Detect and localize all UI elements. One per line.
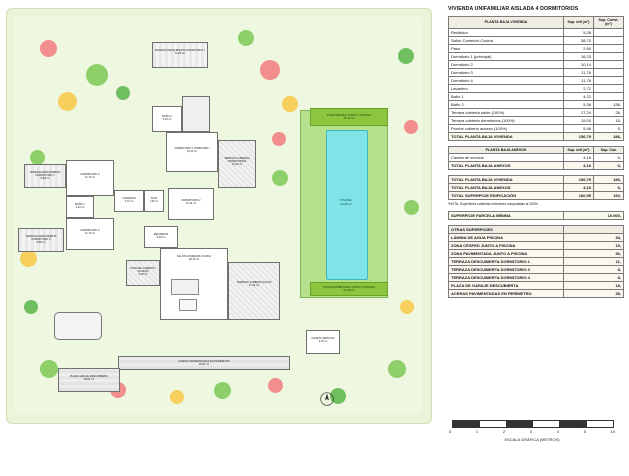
surface-note: *NOTA: Superficies cubiertas exteriores computadas al 100%. bbox=[448, 202, 539, 207]
table-row: LÁMINA DE AGUA PISCINA 34, bbox=[449, 234, 624, 242]
tree-icon bbox=[260, 60, 280, 80]
table-row: Dormitorio 4 11,76 bbox=[449, 76, 624, 84]
scale-caption: ESCALA GRÁFICA (METROS) bbox=[504, 437, 560, 442]
tree-icon bbox=[398, 48, 414, 64]
table-row: Dormitorio 2 10,14 bbox=[449, 60, 624, 68]
scale-ticks: 0 1 2 3 4 5 10 bbox=[449, 429, 615, 434]
graphic-scale bbox=[449, 420, 622, 442]
table-row: ZONA CÉSPED JUNTO A PISCINA 15, bbox=[449, 242, 624, 250]
col-sup-const: Sup. Const. (m²) bbox=[594, 17, 624, 29]
bano-2: BAÑO 2 5,36 m² bbox=[152, 106, 182, 132]
tree-icon bbox=[214, 382, 231, 399]
tree-icon bbox=[238, 30, 254, 46]
tree-icon bbox=[268, 378, 283, 393]
bano-1: BAÑO 1 4,22 m² bbox=[66, 196, 94, 218]
north-arrow-icon bbox=[320, 392, 334, 406]
tree-icon bbox=[20, 250, 37, 267]
sofa-icon bbox=[171, 279, 199, 295]
table-row: ZONA PAVIMENTADA JUNTO A PISCINA 50, bbox=[449, 250, 624, 258]
table-row: Caseta de servicio 4,16 6, bbox=[449, 154, 624, 162]
tree-icon bbox=[282, 96, 298, 112]
tree-icon bbox=[404, 200, 419, 215]
col-sup-util: Sup. útil (m²) bbox=[564, 146, 594, 153]
tree-icon bbox=[40, 40, 57, 57]
tree-icon bbox=[388, 360, 406, 378]
tree-icon bbox=[24, 300, 38, 314]
table-row: ACERAS PAVIMENTADAS EN PERÍMETRO 35, bbox=[449, 290, 624, 298]
table-row: TOTAL PLANTA BAJA ANEXOS 4,16 6, bbox=[449, 184, 624, 192]
table-row-total: TOTAL PLANTA BAJA VIVIENDA 156,79 186, bbox=[449, 132, 624, 140]
table-row: Dormitorio 3 11,76 bbox=[449, 68, 624, 76]
tree-icon bbox=[272, 170, 288, 186]
bedroom-1-fixture bbox=[182, 96, 210, 132]
table-resumen-edificacion bbox=[448, 175, 624, 200]
col-room: PLANTA BAJA VIVIENDA bbox=[449, 17, 564, 29]
table-row: Recibidor 5,28 bbox=[449, 28, 624, 36]
table-row: Lavadero 2,72 bbox=[449, 84, 624, 92]
paso: PASO 2,90 m² bbox=[144, 190, 164, 212]
col-anexos: PLANTA BAJA ANEXOS bbox=[449, 146, 564, 153]
tree-icon bbox=[58, 92, 77, 111]
terraza-descubierta-dormitorio-4: TERRAZA DESCUBIERTA DORMITORIO 4 8,68 m² bbox=[18, 228, 64, 252]
table-row: Porche cubierto acceso (100%) 5,48 5, bbox=[449, 124, 624, 132]
car-icon bbox=[54, 312, 102, 340]
sheet-title: VIVIENDA UNIFAMILIAR AISLADA 4 DORMITORIOS bbox=[448, 6, 579, 12]
terraza-cubierta-dormitorios: TERRAZA CUBIERTA DORMITORIOS 15,00 m² bbox=[218, 140, 256, 188]
table-otras-superficies bbox=[448, 225, 624, 298]
recibidor: RECIBIDOR 5,28 m² bbox=[144, 226, 178, 248]
table-row-grand-total: TOTAL SUPERFICIE EDIFICACIÓN 160,95 192, bbox=[449, 192, 624, 200]
col-sup-util: Sup. útil (m²) bbox=[564, 17, 594, 29]
surface-tables bbox=[448, 6, 624, 298]
porche-cubierto-acceso: PORCHE CUBIERTO ACCESO 5,48 m² bbox=[126, 260, 160, 286]
aceras-pavimentadas-en-perimetro: ACERAS PAVIMENTADAS EN PERÍMETRO 35,84 m² bbox=[118, 356, 290, 370]
table-planta-baja-anexos bbox=[448, 146, 624, 170]
tree-icon bbox=[400, 300, 414, 314]
table-row: Baño 1 4,22 bbox=[449, 92, 624, 100]
table-row: TERRAZA DESCUBIERTA DORMITORIO 1 11, bbox=[449, 258, 624, 266]
tree-icon bbox=[404, 120, 418, 134]
table-row: Baño 2 5,36 136, bbox=[449, 100, 624, 108]
dormitorio-4: DORMITORIO 4 11,76 m² bbox=[66, 218, 114, 250]
tree-icon bbox=[116, 86, 130, 100]
zona-cesped-junto-a-piscina: ZONA CÉSPED JUNTO A PISCINA 15,10 m² bbox=[310, 108, 388, 126]
table-row: TOTAL PLANTA BAJA VIVIENDA 156,79 186, bbox=[449, 176, 624, 184]
table-row: TERRAZA DESCUBIERTA DORMITORIO 4 8, bbox=[449, 274, 624, 282]
pool-label: PISCINA 34,26 m² bbox=[340, 198, 352, 206]
table-row: SUPERFICIE PARCELA MÍNIMA 10.000, bbox=[449, 212, 624, 220]
scale-bar bbox=[452, 420, 614, 428]
table-row: PLAZA DE GARAJE DESCUBIERTA 18, bbox=[449, 282, 624, 290]
table-row: Terraza cubierta salón (100%) 27,24 28, bbox=[449, 108, 624, 116]
table-row: Terraza cubierta dormitorios (100%) 15,00 15, bbox=[449, 116, 624, 124]
table-planta-baja-vivienda bbox=[448, 16, 624, 141]
tree-icon bbox=[86, 64, 108, 86]
dormitorio-1-principal: DORMITORIO 1 (PRINCIPAL) 16,23 m² bbox=[166, 132, 218, 172]
lavadero: LAVADERO 2,72 m² bbox=[114, 190, 144, 212]
tree-icon bbox=[170, 390, 184, 404]
terraza-cubierta-salon: TERRAZA CUBIERTA SALÓN 27,24 m² bbox=[228, 262, 280, 320]
table-row: Dormitorio 1 (principal) 16,23 bbox=[449, 52, 624, 60]
salon-comedor-cocina: SALÓN-COMEDOR-COCINA 38,70 m² bbox=[160, 248, 228, 320]
terraza-descubierta-dormitorio-1: TERRAZA DESCUBIERTA DORMITORIO 1 11,80 m² bbox=[152, 42, 208, 68]
caseta-servicio: CASETA SERVICIO 4,16 m² bbox=[306, 330, 340, 354]
dormitorio-3: DORMITORIO 3 11,76 m² bbox=[66, 160, 114, 196]
zona-pavimentada-junto-a-piscina: ZONA PAVIMENTADA JUNTO A PISCINA 50,18 m² bbox=[310, 282, 388, 296]
table-row: Salón-Comedor-Cocina 38,70 bbox=[449, 36, 624, 44]
table-row: TERRAZA DESCUBIERTA DORMITORIO 3 8, bbox=[449, 266, 624, 274]
terraza-descubierta-dormitorio-3: TERRAZA DESCUBIERTA DORMITORIO 3 8,68 m² bbox=[24, 164, 66, 188]
tree-icon bbox=[40, 360, 58, 378]
table-row-total: TOTAL PLANTA BAJA ANEXOS 4,16 6, bbox=[449, 162, 624, 170]
col-sup-const: Sup. Con bbox=[594, 146, 624, 153]
table-parcela-minima bbox=[448, 211, 624, 220]
plaza-garaje-descubierta: PLAZA GARAJE DESCUBIERTA 18,05 m² bbox=[58, 368, 120, 392]
tree-icon bbox=[30, 150, 45, 165]
dormitorio-2: DORMITORIO 2 10,14 m² bbox=[168, 188, 214, 220]
tree-icon bbox=[272, 132, 286, 146]
table-row: Paso 2,90 bbox=[449, 44, 624, 52]
table-icon bbox=[179, 299, 197, 311]
table-section-header: OTRAS SUPERFICIES bbox=[449, 226, 624, 234]
